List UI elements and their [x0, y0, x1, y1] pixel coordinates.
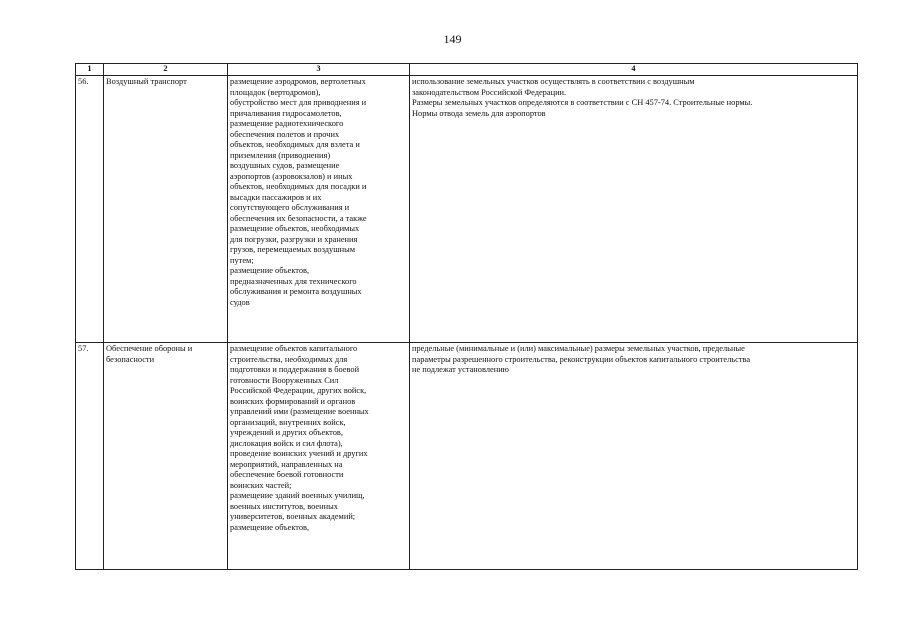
text-line: использование земельных участков осуществлять в соответствии с воздушным — [412, 77, 695, 86]
text-line: приземления (приводнения) — [230, 150, 331, 160]
header-col-2: 2 — [104, 64, 228, 76]
text-line: законодательством Российской Федерации. — [412, 87, 567, 97]
text-line: предназначенных для технического — [230, 276, 357, 286]
text-line: размещение зданий военных училищ, — [230, 491, 365, 500]
text-line: высадки пассажиров и их — [230, 192, 322, 202]
text-line: управлений ими (размещение военных — [230, 407, 369, 416]
land-use-table — [75, 63, 858, 570]
text-line: строительства, необходимых для — [230, 354, 348, 364]
text-line: объектов, необходимых для посадки и — [230, 182, 367, 191]
text-line: размещение объектов капитального — [230, 344, 358, 353]
text-line: учреждений и других объектов, — [230, 428, 343, 437]
text-line: размещение объектов, — [230, 522, 310, 532]
text-line: воздушных судов, размещение — [230, 161, 340, 170]
use-description — [228, 343, 410, 570]
text-line: грузов, перемещаемых воздушным — [230, 245, 356, 254]
text-line: объектов, необходимых для взлета и — [230, 140, 360, 149]
text-line: причаливания гидросамолетов, — [230, 108, 342, 118]
header-col-4: 4 — [410, 64, 858, 76]
text-line: обеспечения полетов и прочих — [230, 129, 340, 139]
text-line: не подлежат установлению — [412, 365, 509, 374]
page-number: 149 — [443, 32, 462, 46]
text-line: мероприятий, направленных на — [230, 459, 343, 469]
text-line: воинских формирований и органов — [230, 396, 356, 406]
text-line: подготовки и поддержания в боевой — [230, 365, 360, 374]
text-line: обеспечения их безопасности, а также — [230, 213, 367, 223]
text-line: размещение объектов, необходимых — [230, 224, 360, 233]
text-line: организаций, внутренних войск, — [230, 417, 346, 427]
text-line: параметры разрешенного строительства, реконструкции объектов капитального строительства — [412, 354, 751, 364]
text-line: обслуживания и ремонта воздушных — [230, 287, 362, 296]
text-line: воинских частей; — [230, 480, 292, 490]
text-line: Размеры земельных участков определяются в соответствии с СН 457-74. Строительные нормы. — [412, 98, 753, 107]
text-line: аэропортов (аэровокзалов) и иных — [230, 171, 353, 181]
row-number: 57. — [76, 343, 104, 570]
text-line: университетов, военных академий; — [230, 512, 356, 521]
text-line: обустройство мест для приводнения и — [230, 98, 367, 107]
land-use-type: Воздушный транспорт — [104, 76, 228, 343]
text-line: проведение воинских учений и других — [230, 449, 368, 458]
table-row — [76, 76, 858, 343]
text-line: площадок (вертодромов), — [230, 87, 321, 97]
text-line: дислокация войск и сил флота), — [230, 438, 343, 448]
header-col-3: 3 — [228, 64, 410, 76]
text-line: обеспечение боевой готовности — [230, 470, 344, 479]
land-use-type: Обеспечение обороны и безопасности — [104, 343, 228, 570]
text-line: Российской Федерации, других войск, — [230, 386, 367, 395]
construction-parameters — [410, 343, 858, 570]
text-line: военных институтов, военных — [230, 501, 338, 511]
text-line: для погрузки, разгрузки и хранения — [230, 234, 358, 244]
row-number: 56. — [76, 76, 104, 343]
text-line: Нормы отвода земель для аэропортов — [412, 108, 546, 118]
text-line: размещение объектов, — [230, 266, 310, 275]
use-description — [228, 76, 410, 343]
text-line: размещение радиотехнического — [230, 119, 344, 128]
table-row — [76, 343, 858, 570]
text-line: сопутствующего обслуживания и — [230, 203, 350, 212]
text-line: предельные (минимальные и (или) максимальные) размеры земельных участков, предельные — [412, 344, 745, 353]
table-header-row — [76, 64, 858, 76]
text-line: размещение аэродромов, вертолетных — [230, 77, 366, 86]
text-line: готовности Вооруженных Сил — [230, 375, 339, 385]
text-line: судов — [230, 297, 250, 307]
text-line: путем; — [230, 255, 254, 265]
header-col-1: 1 — [76, 64, 104, 76]
construction-parameters — [410, 76, 858, 343]
